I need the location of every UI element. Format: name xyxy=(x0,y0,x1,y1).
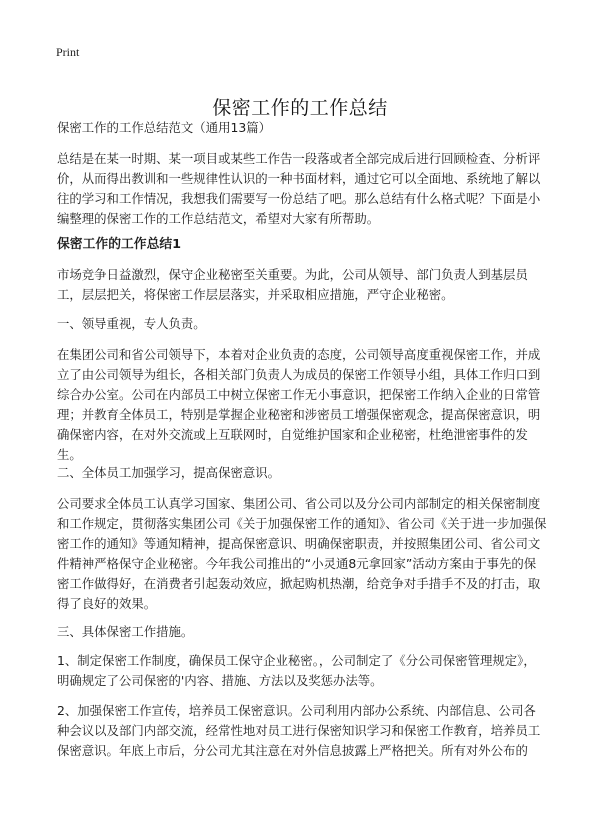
intro-paragraph: 总结是在某一时期、某一项目或某些工作告一段落或者全部完成后进行回顾检查、分析评价，从而得出教训和一些规律性认识的一种书面材料，通过它可以全面地、系统地了解以往的学习和工作情况，我想我们需要写一份总结了吧。那么总结有什么格式呢？下面是小编整理的保密工作的工作总结范文，希望对大家有所帮助。 xyxy=(57,151,541,226)
page-title: 保密工作的工作总结 xyxy=(212,96,388,119)
paragraph-staff-learning: 公司要求全体员工认真学习国家、集团公司、省公司以及分公司内部制定的相关保密制度和工作规定，贯彻落实集团公司《关于加强保密工作的通知》、省公司《关于进一步加强保密工作的通知》等通知精神，提高保密意识、明确保密职责，并按照集团公司、省公司文件精神严格保守企业秘密。今年我公司推出的“小灵通8元拿回家”活动方案由于事先的保密工作做得好，在消费者引起轰动效应，掀起购机热潮，给竞争对手措手不及的打击，取得了良好的效果。 xyxy=(57,496,547,611)
heading-leadership: 一、领导重视，专人负责。 xyxy=(57,316,206,331)
document-subtitle: 保密工作的工作总结范文（通用13篇） xyxy=(57,120,272,135)
print-link[interactable]: Print xyxy=(56,45,80,59)
paragraph-measure-2: 2、加强保密工作宣传，培养员工保密意识。公司利用内部办公系统、内部信息、公司各种会议以及部门内部交流，经常性地对员工进行保密知识学习和保密工作教育，培养员工保密意识。年底上市后，分公司尤其注意在对外信息披露上严格把关。所有对外公布的 xyxy=(57,703,541,758)
section-heading: 保密工作的工作总结1 xyxy=(57,237,182,252)
heading-staff-learning: 二、全体员工加强学习，提高保密意识。 xyxy=(57,465,281,480)
paragraph-measure-1: 1、制定保密工作制度，确保员工保守企业秘密。，公司制定了《分公司保密管理规定》，明确规定了公司保密的'内容、措施、方法以及奖惩办法等。 xyxy=(57,653,536,688)
paragraph-leadership: 在集团公司和省公司领导下，本着对企业负责的态度，公司领导高度重视保密工作，并成立了由公司领导为组长，各相关部门负责人为成员的保密工作领导小组，具体工作归口到综合办公室。公司在内部员工中树立保密工作无小事意识，把保密工作纳入企业的日常管理；并教育全体员工，特别是掌握企业秘密和涉密员工增强保密观念，提高保密意识，明确保密内容，在对外交流或上互联网时，自觉维护国家和企业秘密，杜绝泄密事件的发生。 xyxy=(57,347,541,462)
paragraph-market-competition: 市场竞争日益激烈，保守企业秘密至关重要。为此，公司从领导、部门负责人到基层员工，层层把关，将保密工作层层落实，并采取相应措施，严守企业秘密。 xyxy=(57,267,528,302)
heading-measures: 三、具体保密工作措施。 xyxy=(57,624,194,639)
